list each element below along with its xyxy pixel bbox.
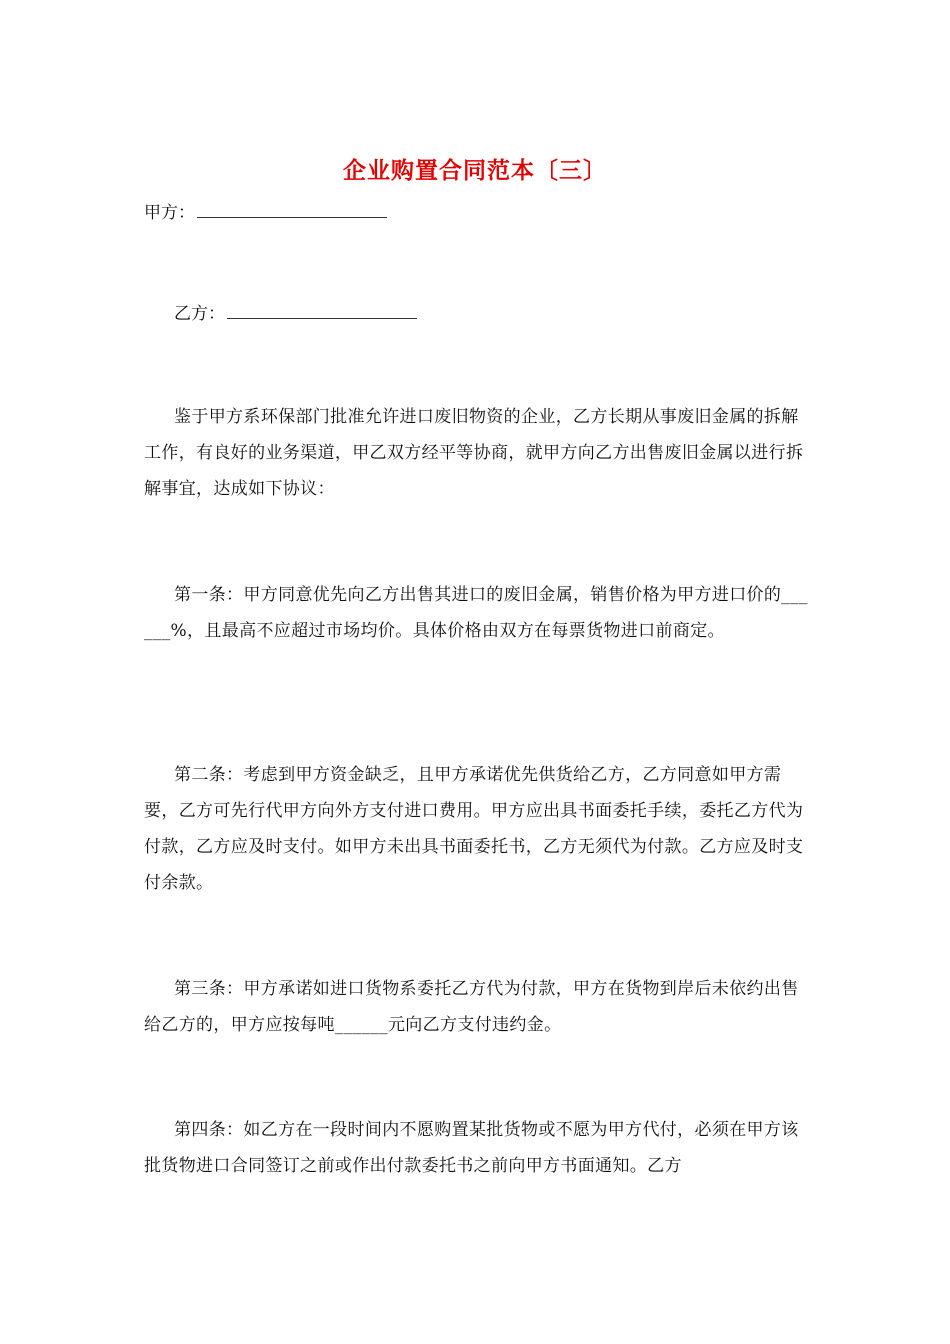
article-4-text: 第四条：如乙方在一段时间内不愿购置某批货物或不愿为甲方代付，必须在甲方该批货物进口合同签订之前或作出付款委托书之前向甲方书面通知。乙方	[144, 1120, 799, 1176]
article-2-paragraph	[144, 757, 808, 901]
party-b-blank	[227, 302, 417, 319]
party-b-line	[174, 302, 417, 326]
article-1-text: 第一条：甲方同意优先向乙方出售其进口的废旧金属，销售价格为甲方进口价的______%，且最高不应超过市场均价。具体价格由双方在每票货物进口前商定。	[144, 585, 808, 641]
party-a-line	[144, 201, 387, 225]
party-a-label: 甲方：	[144, 203, 195, 223]
party-b-label: 乙方：	[174, 304, 225, 324]
party-a-blank	[197, 201, 387, 218]
article-1-paragraph	[144, 577, 808, 649]
article-3-text: 第三条：甲方承诺如进口货物系委托乙方代为付款，甲方在货物到岸后未依约出售给乙方的，甲方应按每吨______元向乙方支付违约金。	[144, 979, 799, 1035]
article-2-text: 第二条：考虑到甲方资金缺乏，且甲方承诺优先供货给乙方，乙方同意如甲方需要，乙方可先行代甲方向外方支付进口费用。甲方应出具书面委托手续，委托乙方代为付款，乙方应及时支付。如甲方未出具书面委托书，乙方无须代为付款。乙方应及时支付余款。	[144, 765, 804, 893]
preamble-paragraph	[144, 399, 808, 507]
article-3-paragraph	[144, 971, 808, 1043]
preamble-text: 鉴于甲方系环保部门批准允许进口废旧物资的企业，乙方长期从事废旧金属的拆解工作，有良好的业务渠道，甲乙双方经平等协商，就甲方向乙方出售废旧金属以进行拆解事宜，达成如下协议：	[144, 407, 804, 499]
document-title: 企业购置合同范本〔三〕	[343, 158, 607, 184]
article-4-paragraph	[144, 1112, 808, 1184]
